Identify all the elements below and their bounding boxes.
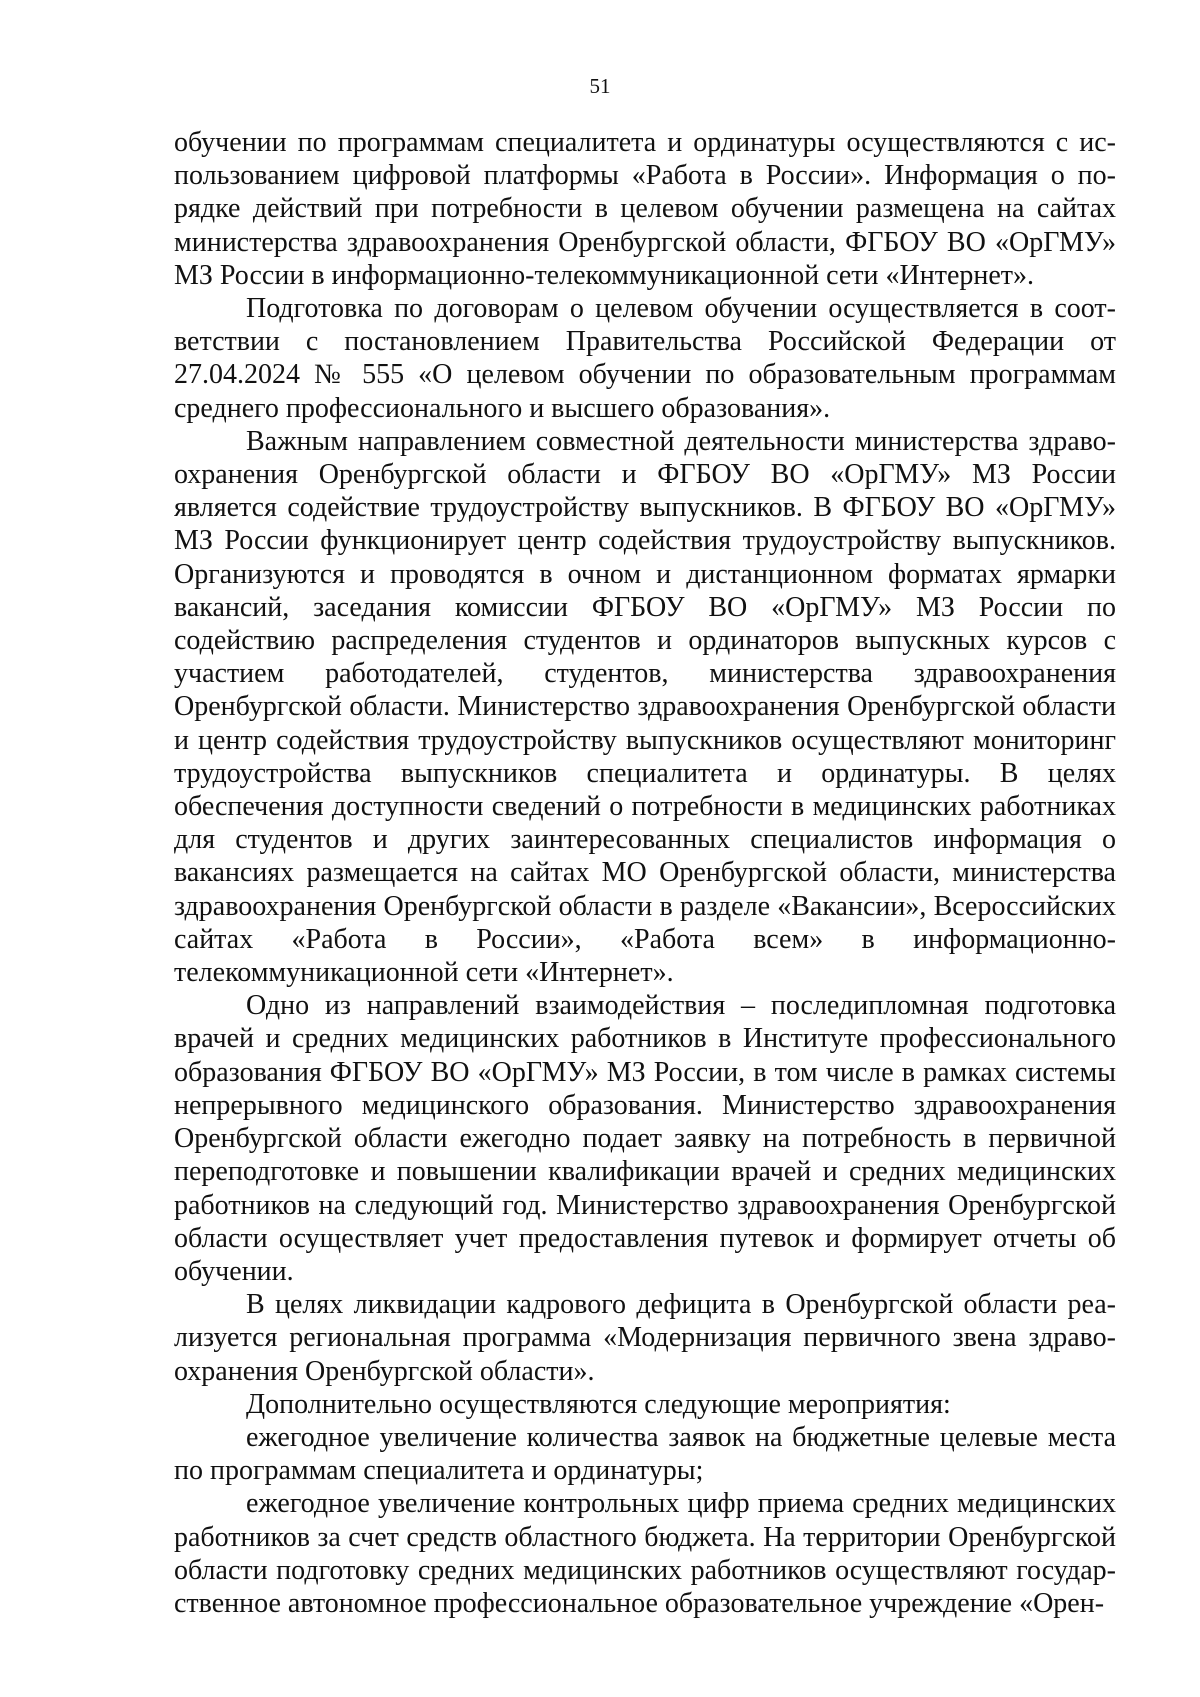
paragraph-graduate-employment: Важным направлением совместной деятельности министерства здравоохранения Оренбургской области и ФГБОУ ВО «ОрГМУ» МЗ России является содействие трудоустройству выпускников. В ФГБОУ ВО «ОрГМУ» МЗ России функционирует центр содействия трудоустройству выпускников. Организуются и проводятся в очном и дистанционном форматах ярмарки вакансий, заседания комиссии ФГБОУ ВО «ОрГМУ» МЗ России по содействию распределения студентов и ординаторов выпускных курсов с участием работодателей, студентов, министерства здравоохранения Оренбургской области. Министерство здравоохранения Оренбургской области и центр содействия трудоустройству выпускников осуществляют мониторинг трудоустройства выпускников специалитета и ординатуры. В целях обеспечения доступности сведений о потребности в медицинских работниках для студентов и других заинтересованных специалистов информация о вакансиях размещается на сайтах МО Оренбургской области, министерства здравоохранения Оренбургской области в разделе «Вакансии», Всероссийских сайтах «Работа в России», «Работа всем» в информационно-телекоммуникационной сети «Интернет». <box>174 425 1116 989</box>
document-body <box>174 126 1116 1620</box>
list-item-admission-figures: ежегодное увеличение контрольных цифр приема средних медицинских работников за счет средств областного бюджета. На территории Оренбургской области подготовку средних медицинских работников осуществляют государственное автономное профессиональное образовательное учреждение «Орен- <box>174 1488 1116 1619</box>
paragraph-postgraduate-training: Одно из направлений взаимодействия – последипломная подготовка врачей и средних медицинских работников в Институте профессионального образования ФГБОУ ВО «ОрГМУ» МЗ России, в том числе в рамках системы непрерывного медицинского образования. Министерство здравоохранения Оренбургской области ежегодно подает заявку на потребность в первичной переподготовке и повышении квалификации врачей и средних медицинских работников на следующий год. Министерство здравоохранения Оренбургской области осуществляет учет предоставления путевок и формирует отчеты об обучении. <box>174 990 1116 1287</box>
paragraph-targeted-training-platform: обучении по программам специалитета и ординатуры осуществляются с использованием цифровой платформы «Работа в России». Информация о порядке действий при потребности в целевом обучении размещена на сайтах министерства здравоохранения Оренбургской области, ФГБОУ ВО «ОрГМУ» МЗ России в информационно-телекоммуникационной сети «Интернет». <box>174 127 1116 291</box>
paragraph-regional-program: В целях ликвидации кадрового дефицита в Оренбургской области реализуется региональная программа «Модернизация первичного звена здравоохранения Оренбургской области». <box>174 1289 1116 1387</box>
list-item-target-places: ежегодное увеличение количества заявок на бюджетные целевые места по программам специалитета и ординатуры; <box>174 1421 1116 1487</box>
paragraph-targeted-training-contracts: Подготовка по договорам о целевом обучении осуществляется в соответствии с постановлением Правительства Российской Федерации от 27.04.2024 № 555 «О целевом обучении по образовательным программам среднего профессионального и высшего образования». <box>174 293 1116 424</box>
page-number: 51 <box>589 74 611 98</box>
paragraph-additional-measures: Дополнительно осуществляются следующие мероприятия: <box>246 1388 951 1420</box>
